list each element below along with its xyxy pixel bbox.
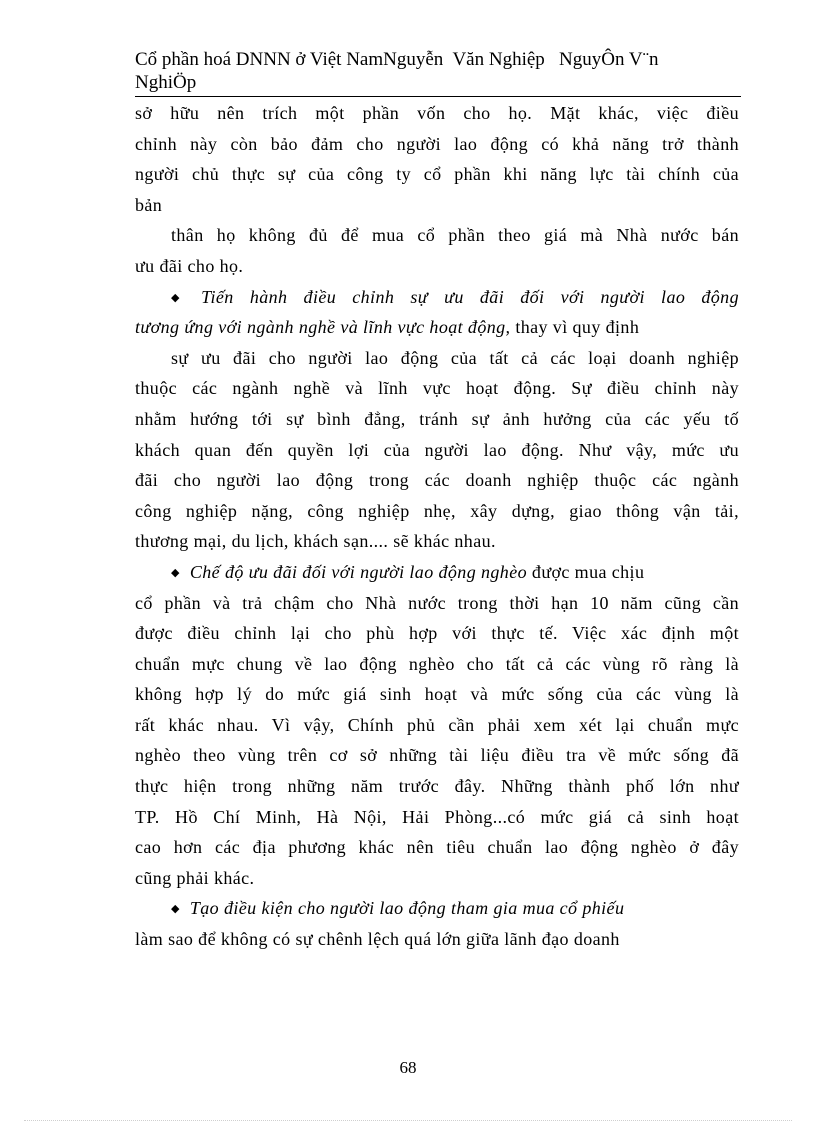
text-line: thương mại, du lịch, khách sạn.... sẽ khác nhau. (135, 531, 496, 552)
bullet-heading: Tiến hành điều chỉnh sự ưu đãi đối với người lao động (201, 286, 739, 307)
text-line (135, 312, 739, 343)
header-author-garbled-2: NghiÖp (135, 72, 197, 93)
bullet-diamond-icon: ◆ (171, 903, 180, 916)
text-line: làm sao để không có sự chênh lệch quá lớn giữa lãnh đạo doanh (135, 929, 620, 950)
text-line: công nghiệp nặng, công nghiệp nhẹ, xây dựng, giao thông vận tải, (135, 500, 739, 521)
text-line: sở hữu nên trích một phần vốn cho họ. Mặt khác, việc điều (135, 103, 739, 123)
text-line: nghèo theo vùng trên cơ sở những tài liệu điều tra về mức sống đã (135, 745, 739, 766)
page-bottom-divider (24, 1120, 792, 1121)
page-number: 68 (399, 1058, 417, 1077)
bullet-line (135, 282, 739, 313)
bullet-diamond-icon: ◆ (171, 566, 180, 579)
body-text (135, 98, 739, 955)
text-line: cũng phải khác. (135, 867, 255, 888)
bullet-heading: Tạo điều kiện cho người lao động tham gia mua cổ phiếu (189, 898, 625, 919)
text-line: thân họ không đủ để mua cổ phần theo giá mà Nhà nước bán (171, 225, 739, 246)
header-author: Nguyễn Văn Nghiệp (383, 49, 545, 70)
text-line: ưu đãi cho họ. (135, 255, 244, 276)
text-line: cổ phần và trả chậm cho Nhà nước trong thời hạn 10 năm cũng cần (135, 592, 739, 613)
text-line: thuộc các ngành nghề và lĩnh vực hoạt động. Sự điều chỉnh này (135, 378, 739, 399)
bullet-heading: Chế độ ưu đãi đối với người lao động nghèo (189, 561, 528, 582)
bullet-line (135, 893, 739, 924)
text-line: bản (135, 194, 163, 215)
bullet-line (135, 557, 739, 588)
running-header (135, 48, 741, 97)
text-line: cao hơn các địa phương khác nên tiêu chuẩn lao động nghèo ở đây (135, 837, 739, 858)
text-run: thay vì quy định (510, 317, 640, 338)
header-author-garbled-1: NguyÔn V¨n (559, 49, 659, 70)
text-line: chỉnh này còn bảo đảm cho người lao động có khả năng trở thành (135, 133, 739, 154)
text-line: rất khác nhau. Vì vậy, Chính phủ cần phải xem xét lại chuẩn mực (135, 714, 739, 735)
bullet-diamond-icon: ◆ (171, 291, 192, 304)
text-line: không hợp lý do mức giá sinh hoạt và mức sống của các vùng là (135, 684, 739, 705)
text-line: khách quan đến quyền lợi của người lao động. Như vậy, mức ưu (135, 439, 739, 460)
text-line: chuẩn mực chung về lao động nghèo cho tất cả các vùng rõ ràng là (135, 653, 739, 674)
header-title: Cổ phần hoá DNNN ở Việt Nam (135, 49, 384, 70)
text-line: được điều chỉnh lại cho phù hợp với thực tế. Việc xác định một (135, 623, 739, 644)
bullet-heading-cont: tương ứng với ngành nghề và lĩnh vực hoạt động, (135, 317, 511, 338)
text-line: TP. Hồ Chí Minh, Hà Nội, Hải Phòng...có mức giá cả sinh hoạt (135, 806, 739, 827)
text-line: đãi cho người lao động trong các doanh nghiệp thuộc các ngành (135, 470, 739, 491)
text-run: được mua chịu (527, 561, 645, 582)
text-line: nhằm hướng tới sự bình đẳng, tránh sự ảnh hưởng của các yếu tố (135, 408, 739, 429)
text-line: sự ưu đãi cho người lao động của tất cả các loại doanh nghiệp (171, 347, 739, 368)
text-line: người chủ thực sự của công ty cổ phần khi năng lực tài chính của (135, 164, 739, 185)
text-line: thực hiện trong những năm trước đây. Những thành phố lớn như (135, 776, 739, 797)
